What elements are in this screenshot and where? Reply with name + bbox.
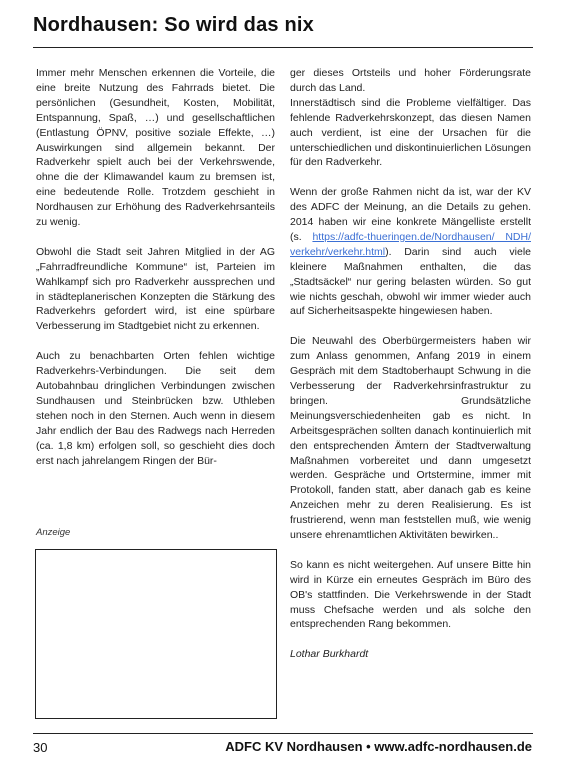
paragraph: Auch zu benachbarten Orten fehlen wichtige Radverkehrs-Verbindungen. Die seit dem Autobahnbau dringlichen Verbindungen zwischen Sundhausen und Steinbrücken bzw. Uthleben stehen noch in den Sternen. Auch wenn in diesem Jahr endlich der Bau des Radwegs nach Herreden (ca. 1,8 km) erfolgen soll, so geschieht dies doch erst nach jahrelangem Ringen der Bür- xyxy=(36,350,275,467)
right-column xyxy=(290,66,531,677)
paragraph xyxy=(290,185,531,319)
paragraph: Immer mehr Menschen erkennen die Vorteile, die eine breite Nutzung des Fahrrads bietet. Die persönlichen (Gesundheit, Kosten, Mobilität, Entspannung, Spaß, …) und gesellschaftlichen (Entlastung ÖPNV, positive soziale Effekte, …) Auswirkungen sind allgemein bekannt. Der Radverkehr spielt auch bei der Verkehrswende, ohne die der Klimawandel kaum zu bremsen ist, eine bedeutende Rolle. Trotzdem geschieht in Nordhausen zur Erhöhung des Radverkehrsanteils zu wenig. xyxy=(36,67,275,229)
page-number: 30 xyxy=(33,740,48,755)
ad-placeholder-box xyxy=(35,549,277,719)
paragraph: ger dieses Ortsteils und hoher Förderungsrate durch das Land. xyxy=(290,67,531,94)
paragraph: Innerstädtisch sind die Probleme vielfältiger. Das fehlende Radverkehrskonzept, das diesen Namen auch verdient, ist eine der Ursachen für die unterschiedlichen und diskontinuierlichen Lösungen für den Radverkehr. xyxy=(290,96,531,169)
paragraph-text: Wenn der große Rahmen nicht da ist, war der KV des ADFC der Meinung, an die Details zu gehen. 2014 haben wir eine konkrete Mängelliste erstellt (s. xyxy=(290,186,531,243)
ad-label: Anzeige xyxy=(36,527,71,538)
paragraph: So kann es nicht weitergehen. Auf unsere Bitte hin wird in Kürze ein erneutes Gespräch im Büro des OB's stattfinden. Die Verkehrswende in der Stadt muss Chefsache werden und als solche den entsprechenden Rang bekommen. xyxy=(290,558,531,631)
footer-divider xyxy=(33,733,533,734)
footer-text: ADFC KV Nordhausen • www.adfc-nordhausen.de xyxy=(225,739,532,754)
author-signature: Lothar Burkhardt xyxy=(290,648,369,661)
paragraph: Die Neuwahl des Oberbürgermeisters haben wir zum Anlass genommen, Anfang 2019 in einem Gespräch mit dem Stadtoberhaupt Schwung in die Verbesserung der Radverkehrsinfrastruktur zu bringen. Grundsätzliche Meinungsverschiedenheiten gab es nicht. In Arbeitsgesprächen sollten danach kontinuierlich mit den entsprechenden Ämtern der Stadtverwaltung Maßnahmen vorbereitet und dann umgesetzt werden. Gespräche und Ortstermine, immer mit Protokoll, fanden statt, aber danach gab es keine Anzeichen mehr zu deren Realisierung. Es ist frustrierend, wenn man feststellen muß, wie wenig unsere ehrenamtlichen Aktivitäten bewirken.. xyxy=(290,335,531,542)
paragraph-text: ). Darin sind auch viele kleinere Maßnahmen enthalten, die das „Stadtsäckel“ nur gering belasten würden. So gut wie nichts geschah, obwohl wir immer wieder auch auf Sicherheitsaspekte hingewiesen haben. xyxy=(290,245,531,318)
paragraph: Obwohl die Stadt seit Jahren Mitglied in der AG „Fahrradfreundliche Kommune“ ist, Parteien im Wahlkampf sich pro Radverkehr aussprechen und in städteplanerischen Konzepten die Stärkung des Radverkehrs gefordert wird, ist eine spürbare Verbesserung im Stadtgebiet nicht zu erkennen. xyxy=(36,245,275,333)
mangelliste-link[interactable]: https://adfc-thueringen.de/Nordhausen/ NDH/ verkehr/verkehr.html xyxy=(290,230,531,258)
title-divider xyxy=(33,47,533,48)
left-column xyxy=(36,66,275,483)
article-title: Nordhausen: So wird das nix xyxy=(33,14,314,36)
